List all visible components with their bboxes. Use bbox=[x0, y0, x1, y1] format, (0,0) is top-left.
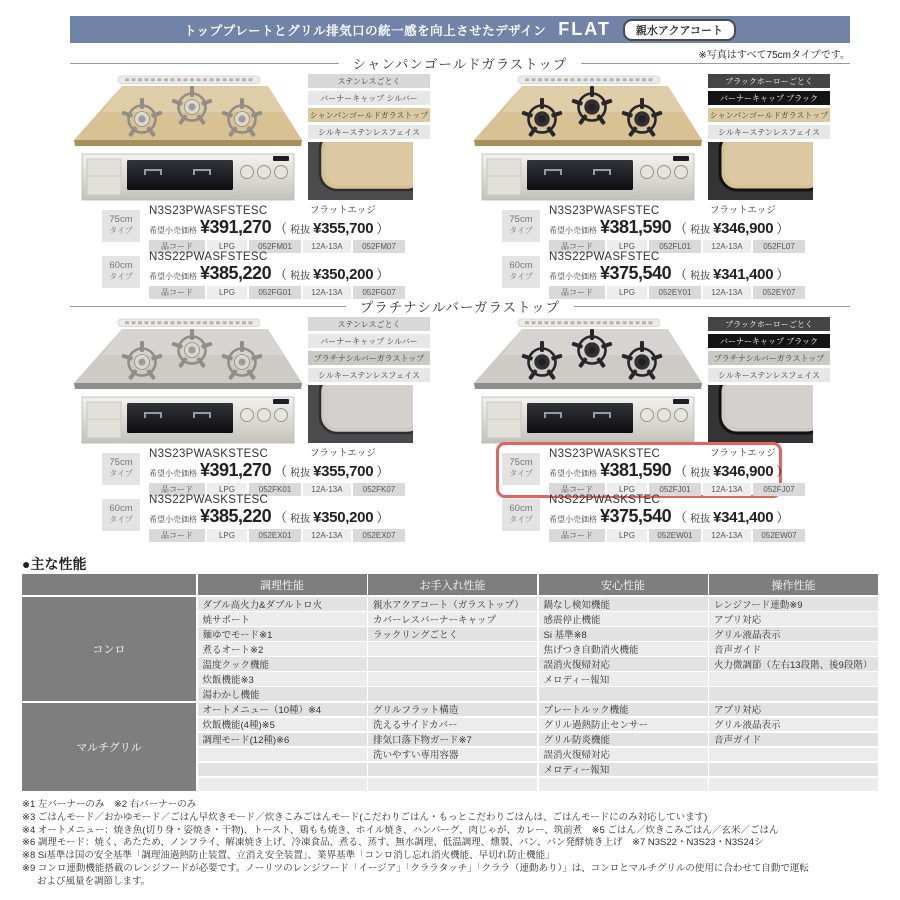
tax-label: 税抜 bbox=[690, 468, 711, 479]
size-badge bbox=[102, 499, 140, 531]
model-number: N3S22PWASFSTESC bbox=[149, 251, 268, 263]
msrp-label: 希望小売価格 bbox=[549, 226, 597, 235]
price-line bbox=[549, 506, 805, 527]
perf-cell: 焼サポート bbox=[198, 612, 367, 626]
divider-line bbox=[70, 63, 339, 64]
table-row bbox=[198, 627, 879, 641]
price-value: ¥391,270 bbox=[200, 217, 272, 237]
code-13a: 052FM07 bbox=[353, 240, 405, 253]
flat-edge-caption: フラットエッジ bbox=[710, 448, 776, 459]
divider-line bbox=[574, 306, 850, 307]
section-head-champagne bbox=[70, 55, 850, 71]
tax-price-value: ¥341,400 bbox=[713, 509, 774, 526]
tax-price-value: ¥346,900 bbox=[713, 463, 774, 480]
price-value: ¥381,590 bbox=[600, 460, 672, 480]
size-value: 60cm bbox=[109, 260, 133, 271]
footnote-line: および風量を調節します。 bbox=[37, 875, 151, 887]
code-lpg: 052FG01 bbox=[249, 286, 301, 299]
group-name: コンロ bbox=[22, 597, 196, 701]
code-13a: 052FK07 bbox=[353, 483, 405, 496]
gas-type-13a: 12A-13A bbox=[303, 286, 351, 299]
flat-edge-caption: フラットエッジ bbox=[310, 448, 376, 459]
gas-type-lpg: LPG bbox=[607, 529, 647, 542]
paren: ） bbox=[776, 510, 790, 525]
gas-type-13a: 12A-13A bbox=[703, 483, 751, 496]
code-line bbox=[549, 529, 805, 542]
header-cell: 安心性能 bbox=[539, 574, 708, 595]
code-13a: 052EY07 bbox=[753, 286, 805, 299]
model-number: N3S23PWASFSTEC bbox=[549, 205, 660, 217]
size-value: 75cm bbox=[109, 457, 133, 468]
perf-cell: 鍋なし検知機能 bbox=[539, 597, 708, 611]
size-badge bbox=[502, 499, 540, 531]
perf-cell: アプリ対応 bbox=[709, 703, 878, 717]
gas-type-13a: 12A-13A bbox=[303, 483, 351, 496]
feature-label: バーナーキャップ シルバー bbox=[308, 334, 430, 348]
gas-type-13a: 12A-13A bbox=[303, 240, 351, 253]
feature-list bbox=[308, 74, 430, 142]
tax-price-value: ¥346,900 bbox=[713, 220, 774, 237]
perf-cell bbox=[198, 778, 367, 792]
code-lpg: 052EW01 bbox=[649, 529, 701, 542]
header-banner bbox=[70, 16, 850, 43]
stove-photo bbox=[470, 317, 705, 445]
perf-cell: プレートルック機能 bbox=[539, 703, 708, 717]
paren: （ bbox=[674, 510, 688, 525]
perf-cell: 誤消火復帰対応 bbox=[539, 657, 708, 671]
table-row bbox=[198, 672, 879, 686]
perf-cell: 洗いやすい専用容器 bbox=[368, 748, 537, 762]
header-cell-empty bbox=[22, 574, 196, 595]
perf-cell: 音声ガイド bbox=[709, 733, 878, 747]
perf-cell bbox=[198, 763, 367, 777]
feature-label: プラチナシルバーガラストップ bbox=[708, 351, 830, 365]
size-badge bbox=[502, 453, 540, 485]
price-value: ¥381,590 bbox=[600, 217, 672, 237]
paren: （ bbox=[274, 267, 288, 282]
code-label: 品コード bbox=[149, 529, 205, 542]
footnote-line: ※6 調理モード：焼く、あたため、ノンフライ、解凍焼き上げ、冷凍食品、煮る、蒸す、無水調理、低温調理、燻製、パン、パン発酵焼き上げ ※7 N3S22・N3S23・N3S24シ bbox=[22, 837, 764, 849]
size-value: 60cm bbox=[109, 503, 133, 514]
code-label: 品コード bbox=[149, 483, 205, 496]
perf-cell: 洗えるサイドカバー bbox=[368, 718, 537, 732]
paren: （ bbox=[674, 267, 688, 282]
table-group-konro bbox=[22, 597, 878, 701]
perf-cell: 煮るオート※2 bbox=[198, 642, 367, 656]
size-type-label: タイプ bbox=[509, 226, 533, 235]
tax-price-value: ¥341,400 bbox=[713, 266, 774, 283]
tax-price-value: ¥355,700 bbox=[313, 463, 374, 480]
perf-cell: 炊飯機能※3 bbox=[198, 672, 367, 686]
table-row bbox=[198, 612, 879, 626]
stove-photo bbox=[470, 74, 705, 202]
code-line bbox=[149, 529, 405, 542]
perf-cell bbox=[709, 763, 878, 777]
price-value: ¥385,220 bbox=[200, 506, 272, 526]
feature-label: シルキーステンレスフェイス bbox=[708, 368, 830, 382]
feature-label: ステンレスごとく bbox=[308, 74, 430, 88]
paren: ） bbox=[776, 221, 790, 236]
size-badge bbox=[502, 210, 540, 242]
msrp-label: 希望小売価格 bbox=[149, 469, 197, 478]
gas-type-lpg: LPG bbox=[607, 240, 647, 253]
perf-cell: 焦げつき自動消火機能 bbox=[539, 642, 708, 656]
flat-edge-photo bbox=[708, 385, 813, 443]
section-title: プラチナシルバーガラストップ bbox=[359, 300, 561, 315]
gas-type-13a: 12A-13A bbox=[303, 529, 351, 542]
feature-label: ブラックホーローごとく bbox=[708, 74, 830, 88]
model-number: N3S23PWASFSTESC bbox=[149, 205, 268, 217]
model-row bbox=[502, 205, 807, 251]
performance-table bbox=[22, 574, 878, 793]
price-line bbox=[549, 217, 805, 238]
model-row bbox=[102, 251, 407, 297]
product-panel-platinum-black bbox=[470, 317, 832, 541]
product-panel-champagne-black bbox=[470, 74, 832, 298]
flat-edge-photo bbox=[308, 385, 413, 443]
size-type-label: タイプ bbox=[509, 515, 533, 524]
msrp-label: 希望小売価格 bbox=[549, 469, 597, 478]
perf-cell bbox=[709, 687, 878, 701]
size-type-label: タイプ bbox=[109, 515, 133, 524]
tax-price-value: ¥355,700 bbox=[313, 220, 374, 237]
paren: （ bbox=[274, 221, 288, 236]
price-value: ¥375,540 bbox=[600, 506, 672, 526]
gas-type-lpg: LPG bbox=[207, 286, 247, 299]
footnote-line: ※1 左バーナーのみ ※2 右バーナーのみ bbox=[22, 799, 197, 810]
table-row bbox=[198, 718, 879, 732]
tax-label: 税抜 bbox=[290, 514, 311, 525]
table-row bbox=[198, 733, 879, 747]
model-row bbox=[102, 205, 407, 251]
perf-cell bbox=[539, 687, 708, 701]
size-type-label: タイプ bbox=[109, 226, 133, 235]
perf-cell: レンジフード連動※9 bbox=[709, 597, 878, 611]
perf-cell bbox=[368, 657, 537, 671]
code-label: 品コード bbox=[549, 529, 605, 542]
footnotes bbox=[22, 799, 880, 889]
group-name: マルチグリル bbox=[22, 703, 196, 792]
perf-cell bbox=[368, 687, 537, 701]
perf-cell: 誤消火復帰対応 bbox=[539, 748, 708, 762]
feature-label: シャンパンゴールドガラストップ bbox=[708, 108, 830, 122]
paren: （ bbox=[674, 464, 688, 479]
table-row bbox=[198, 642, 879, 656]
msrp-label: 希望小売価格 bbox=[549, 272, 597, 281]
photo-note: ※写真はすべて75cmタイプです。 bbox=[698, 50, 850, 61]
table-group-multigrill bbox=[22, 703, 878, 792]
perf-cell bbox=[709, 672, 878, 686]
footnote-line: ※3 ごはんモード／おかゆモード／ごはん早炊きモード／炊きこみごはんモード(こだわりごはん・もっとこだわりごはんは、ごはんモードにのみ対応しています) bbox=[22, 811, 708, 823]
perf-cell: メロディー報知 bbox=[539, 672, 708, 686]
size-badge bbox=[102, 256, 140, 288]
model-row bbox=[102, 494, 407, 540]
perf-cell: ダブル高火力&ダブルトロ火 bbox=[198, 597, 367, 611]
header-cell: お手入れ性能 bbox=[368, 574, 537, 595]
paren: ） bbox=[376, 221, 390, 236]
model-row-highlighted bbox=[502, 448, 807, 494]
tax-label: 税抜 bbox=[690, 225, 711, 236]
table-header-row bbox=[22, 574, 878, 595]
price-line bbox=[149, 263, 405, 284]
feature-list bbox=[708, 74, 830, 142]
paren: ） bbox=[376, 510, 390, 525]
divider-line bbox=[70, 306, 346, 307]
perf-cell bbox=[368, 642, 537, 656]
model-number: N3S23PWASKSTESC bbox=[149, 448, 269, 460]
aqua-coat-badge: 親水アクアコート bbox=[623, 19, 736, 41]
paren: ） bbox=[376, 464, 390, 479]
size-value: 60cm bbox=[509, 503, 533, 514]
model-number: N3S22PWASKSTEC bbox=[549, 494, 661, 506]
flat-edge-photo bbox=[708, 142, 813, 200]
size-value: 75cm bbox=[109, 214, 133, 225]
perf-cell: メロディー報知 bbox=[539, 763, 708, 777]
feature-label: シャンパンゴールドガラストップ bbox=[308, 108, 430, 122]
tax-label: 税抜 bbox=[290, 225, 311, 236]
stove-photo bbox=[70, 317, 305, 445]
tax-label: 税抜 bbox=[690, 271, 711, 282]
paren: （ bbox=[674, 221, 688, 236]
code-label: 品コード bbox=[549, 286, 605, 299]
perf-cell: グリル防炎機能 bbox=[539, 733, 708, 747]
gas-type-13a: 12A-13A bbox=[703, 240, 751, 253]
code-lpg: 052FL01 bbox=[649, 240, 701, 253]
size-value: 75cm bbox=[509, 457, 533, 468]
code-lpg: 052EY01 bbox=[649, 286, 701, 299]
price-line bbox=[549, 460, 805, 481]
perf-cell bbox=[368, 778, 537, 792]
msrp-label: 希望小売価格 bbox=[149, 226, 197, 235]
perf-cell: 湯わかし機能 bbox=[198, 687, 367, 701]
code-13a: 052FJ07 bbox=[753, 483, 805, 496]
feature-label: シルキーステンレスフェイス bbox=[308, 125, 430, 139]
perf-cell: 温度クック機能 bbox=[198, 657, 367, 671]
msrp-label: 希望小売価格 bbox=[149, 272, 197, 281]
gas-type-13a: 12A-13A bbox=[703, 286, 751, 299]
perf-cell bbox=[709, 778, 878, 792]
header-cell: 操作性能 bbox=[709, 574, 878, 595]
gas-type-lpg: LPG bbox=[207, 529, 247, 542]
model-number: N3S23PWASKSTEC bbox=[549, 448, 661, 460]
perf-cell: 親水アクアコート（ガラストップ） bbox=[368, 597, 537, 611]
feature-label: バーナーキャップ シルバー bbox=[308, 91, 430, 105]
perf-cell: 調理モード(12種)※6 bbox=[198, 733, 367, 747]
footnote-line: ※8 Si基準は国の安全基準「調理油過熱防止装置、立消え安全装置」、業界基準「コンロ消し忘れ消火機能、早切れ防止機能」 bbox=[22, 850, 555, 862]
size-value: 75cm bbox=[509, 214, 533, 225]
table-row bbox=[198, 597, 879, 611]
perf-cell: カバーレスバーナーキャップ bbox=[368, 612, 537, 626]
perf-cell: 麺ゆでモード※1 bbox=[198, 627, 367, 641]
footnote-line: ※9 コンロ連動機能搭載のレンジフードが必要です。ノーリツのレンジフード「イージア」「クララタッチ」「クララ（連動あり）」は、コンロとマルチグリルの使用に合わせて自動で運転 bbox=[22, 862, 809, 874]
feature-label: シルキーステンレスフェイス bbox=[308, 368, 430, 382]
product-panel-platinum-silver bbox=[70, 317, 432, 541]
section-head-platinum bbox=[70, 298, 850, 314]
perf-cell bbox=[368, 672, 537, 686]
code-lpg: 052FK01 bbox=[249, 483, 301, 496]
paren: ） bbox=[776, 464, 790, 479]
product-panel-champagne-silver bbox=[70, 74, 432, 298]
feature-label: ステンレスごとく bbox=[308, 317, 430, 331]
code-13a: 052FL07 bbox=[753, 240, 805, 253]
flat-edge-caption: フラットエッジ bbox=[710, 205, 776, 216]
paren: （ bbox=[274, 510, 288, 525]
tax-label: 税抜 bbox=[690, 514, 711, 525]
size-badge bbox=[102, 210, 140, 242]
size-value: 60cm bbox=[509, 260, 533, 271]
size-badge bbox=[102, 453, 140, 485]
divider-line bbox=[581, 63, 850, 64]
perf-cell: 音声ガイド bbox=[709, 642, 878, 656]
perf-cell bbox=[198, 748, 367, 762]
price-line bbox=[149, 460, 405, 481]
code-lpg: 052EX01 bbox=[249, 529, 301, 542]
tax-label: 税抜 bbox=[290, 271, 311, 282]
gas-type-lpg: LPG bbox=[207, 483, 247, 496]
perf-cell: 火力微調節（左右13段階、後9段階） bbox=[709, 657, 878, 671]
msrp-label: 希望小売価格 bbox=[549, 515, 597, 524]
feature-list bbox=[308, 317, 430, 385]
msrp-label: 希望小売価格 bbox=[149, 515, 197, 524]
perf-cell: グリル液晶表示 bbox=[709, 627, 878, 641]
perf-cell: アプリ対応 bbox=[709, 612, 878, 626]
table-row bbox=[198, 687, 879, 701]
code-lpg: 052FJ01 bbox=[649, 483, 701, 496]
perf-cell: グリル液晶表示 bbox=[709, 718, 878, 732]
section-title: シャンパンゴールドガラストップ bbox=[352, 57, 568, 72]
tax-label: 税抜 bbox=[290, 468, 311, 479]
perf-cell bbox=[368, 763, 537, 777]
size-type-label: タイプ bbox=[109, 469, 133, 478]
gas-type-13a: 12A-13A bbox=[703, 529, 751, 542]
perf-cell bbox=[709, 748, 878, 762]
table-row bbox=[198, 748, 879, 762]
perf-cell: ラックリングごとく bbox=[368, 627, 537, 641]
code-13a: 052FG07 bbox=[353, 286, 405, 299]
price-value: ¥375,540 bbox=[600, 263, 672, 283]
gas-type-lpg: LPG bbox=[207, 240, 247, 253]
feature-label: バーナーキャップ ブラック bbox=[708, 91, 830, 105]
perf-cell bbox=[539, 778, 708, 792]
feature-label: シルキーステンレスフェイス bbox=[708, 125, 830, 139]
table-row bbox=[198, 703, 879, 717]
model-row bbox=[502, 494, 807, 540]
price-line bbox=[149, 506, 405, 527]
size-type-label: タイプ bbox=[109, 272, 133, 281]
size-type-label: タイプ bbox=[509, 469, 533, 478]
performance-table-title: ●主な性能 bbox=[22, 556, 87, 572]
code-label: 品コード bbox=[149, 240, 205, 253]
feature-list bbox=[708, 317, 830, 385]
perf-cell: オートメニュー（10種）※4 bbox=[198, 703, 367, 717]
header-cell: 調理性能 bbox=[198, 574, 367, 595]
price-line bbox=[149, 217, 405, 238]
paren: ） bbox=[376, 267, 390, 282]
perf-cell: 炊飯機能(4種)※5 bbox=[198, 718, 367, 732]
code-13a: 052EW07 bbox=[753, 529, 805, 542]
table-row bbox=[198, 657, 879, 671]
feature-label: バーナーキャップ ブラック bbox=[708, 334, 830, 348]
model-row bbox=[102, 448, 407, 494]
tax-price-value: ¥350,200 bbox=[313, 266, 374, 283]
perf-cell: 感震停止機能 bbox=[539, 612, 708, 626]
perf-cell: グリルフラット構造 bbox=[368, 703, 537, 717]
model-number: N3S22PWASKSTESC bbox=[149, 494, 269, 506]
table-row bbox=[198, 778, 879, 792]
flat-logo: FLAT bbox=[558, 19, 611, 39]
stove-photo bbox=[70, 74, 305, 202]
tax-price-value: ¥350,200 bbox=[313, 509, 374, 526]
flat-edge-caption: フラットエッジ bbox=[310, 205, 376, 216]
gas-type-lpg: LPG bbox=[607, 286, 647, 299]
header-tagline: トッププレートとグリル排気口の統一感を向上させたデザイン bbox=[183, 23, 547, 38]
model-number: N3S22PWASFSTEC bbox=[549, 251, 660, 263]
perf-cell: グリル過熱防止センサー bbox=[539, 718, 708, 732]
feature-label: プラチナシルバーガラストップ bbox=[308, 351, 430, 365]
price-value: ¥385,220 bbox=[200, 263, 272, 283]
perf-cell: Si 基準※8 bbox=[539, 627, 708, 641]
perf-cell: 排気口落下物ガード※7 bbox=[368, 733, 537, 747]
table-row bbox=[198, 763, 879, 777]
price-line bbox=[549, 263, 805, 284]
paren: ） bbox=[776, 267, 790, 282]
code-label: 品コード bbox=[549, 240, 605, 253]
price-value: ¥391,270 bbox=[200, 460, 272, 480]
model-row bbox=[502, 251, 807, 297]
feature-label: ブラックホーローごとく bbox=[708, 317, 830, 331]
flat-edge-photo bbox=[308, 142, 413, 200]
footnote-line: ※4 オートメニュー：焼き魚(切り身・姿焼き・干物)、トースト、鶏もも焼き、ホイル焼き、ハンバーグ、肉じゃが、カレー、筑前煮 ※5 ごはん／炊きこみごはん／玄米／ごはん bbox=[22, 824, 779, 836]
size-type-label: タイプ bbox=[509, 272, 533, 281]
code-13a: 052EX07 bbox=[353, 529, 405, 542]
code-label: 品コード bbox=[549, 483, 605, 496]
code-lpg: 052FM01 bbox=[249, 240, 301, 253]
paren: （ bbox=[274, 464, 288, 479]
gas-type-lpg: LPG bbox=[607, 483, 647, 496]
size-badge bbox=[502, 256, 540, 288]
code-label: 品コード bbox=[149, 286, 205, 299]
